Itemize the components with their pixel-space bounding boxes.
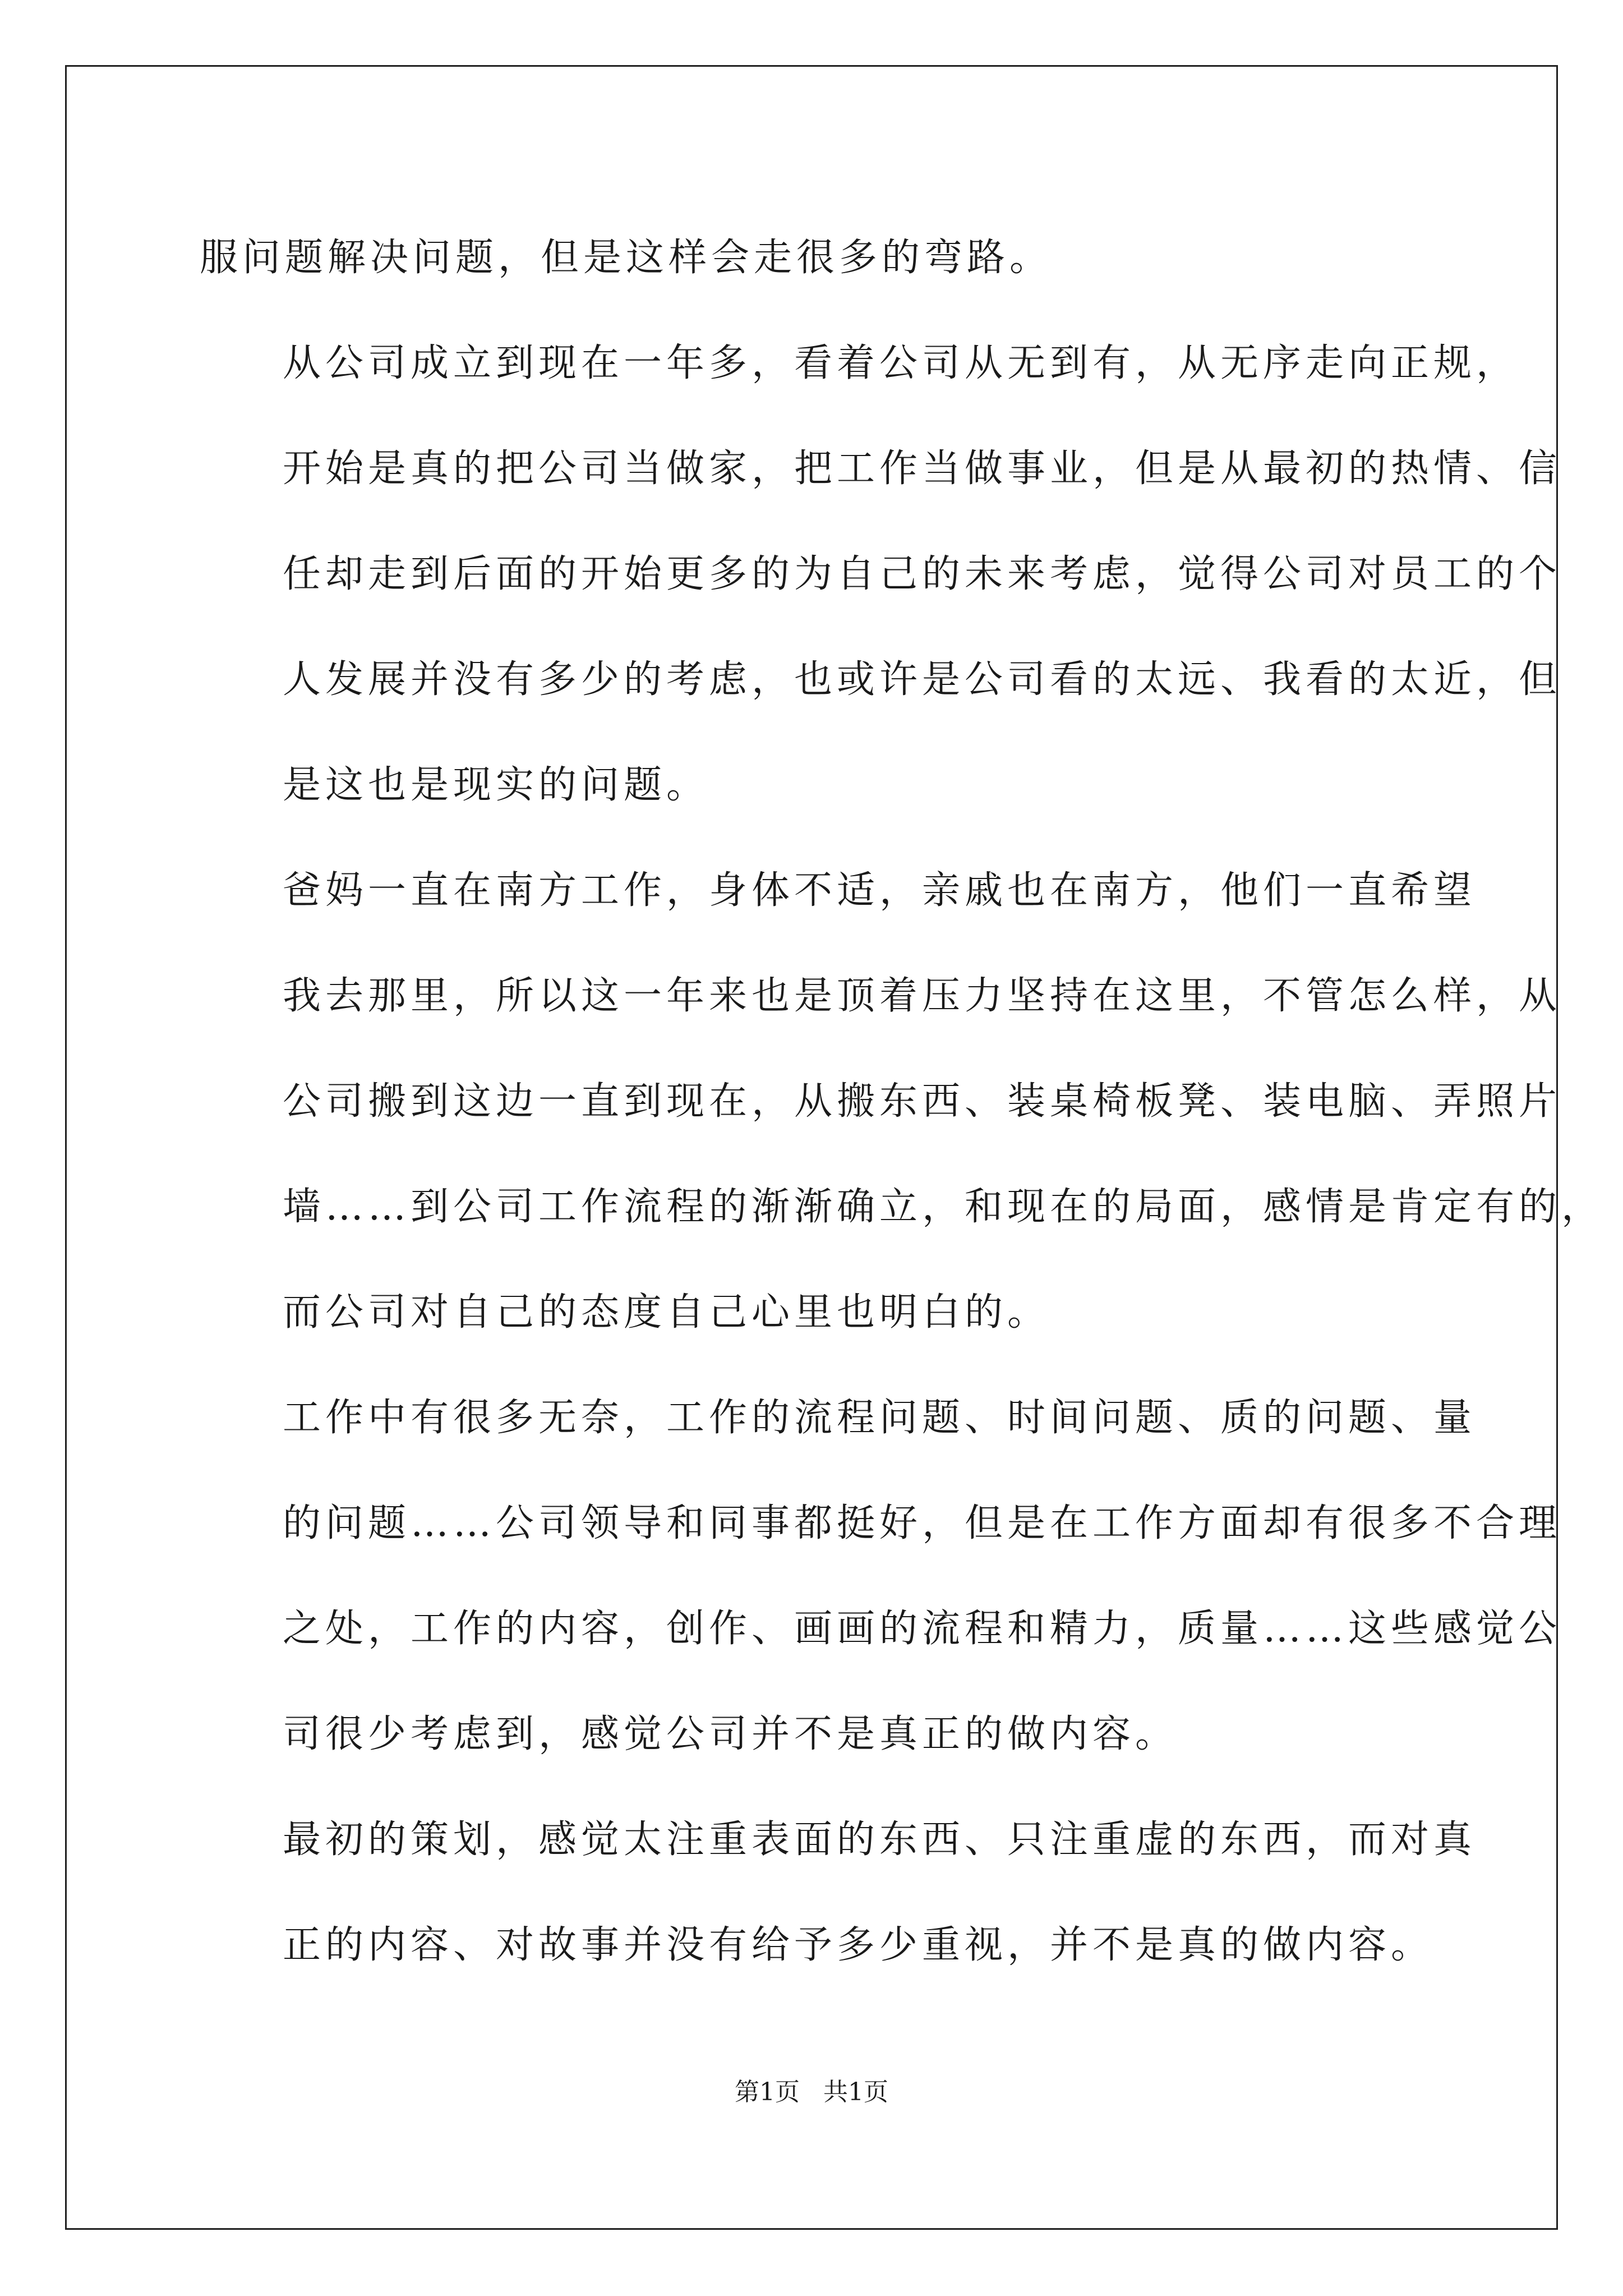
text-line: 之处，工作的内容，创作、画画的流程和精力，质量……这些感觉公 [283,1607,1562,1651]
text-line: 的问题……公司领导和同事都挺好，但是在工作方面却有很多不合理 [283,1501,1562,1545]
paragraph [200,1787,1478,1998]
page-footer [0,2076,1623,2109]
text-line: 爸妈一直在南方工作，身体不适，亲戚也在南方，他们一直希望 [283,868,1477,913]
page-total: 共1页 [823,2078,888,2106]
text-line: 是这也是现实的问题。 [283,763,709,807]
paragraph [200,311,1562,838]
paragraph [200,205,1478,311]
paragraph [200,1365,1562,1787]
text-line: 人发展并没有多少的考虑，也或许是公司看的太远、我看的太近，但 [283,657,1562,702]
page-number: 第1页 [735,2078,800,2106]
text-line: 正的内容、对故事并没有给予多少重视，并不是真的做内容。 [283,1923,1434,1967]
text-line: 而公司对自己的态度自己心里也明白的。 [283,1290,1050,1335]
text-line: 开始是真的把公司当做家，把工作当做事业，但是从最初的热情、信 [283,447,1562,491]
text-line: 服问题解决问题，但是这样会走很多的弯路。 [200,236,1053,280]
text-line: 公司搬到这边一直到现在，从搬东西、装桌椅板凳、装电脑、弄照片 [283,1079,1562,1124]
text-line: 司很少考虑到，感觉公司并不是真正的做内容。 [283,1712,1178,1756]
paragraph [200,838,1604,1365]
text-line: 墙……到公司工作流程的渐渐确立，和现在的局面，感情是肯定有的， [283,1185,1604,1229]
text-line: 从公司成立到现在一年多，看着公司从无到有，从无序走向正规， [283,341,1519,385]
document-body [200,205,1604,1998]
text-line: 最初的策划，感觉太注重表面的东西、只注重虚的东西，而对真 [283,1818,1477,1862]
text-line: 工作中有很多无奈，工作的流程问题、时间问题、质的问题、量 [283,1396,1477,1440]
text-line: 我去那里，所以这一年来也是顶着压力坚持在这里，不管怎么样，从 [283,974,1562,1018]
text-line: 任却走到后面的开始更多的为自己的未来考虑，觉得公司对员工的个 [283,552,1562,596]
